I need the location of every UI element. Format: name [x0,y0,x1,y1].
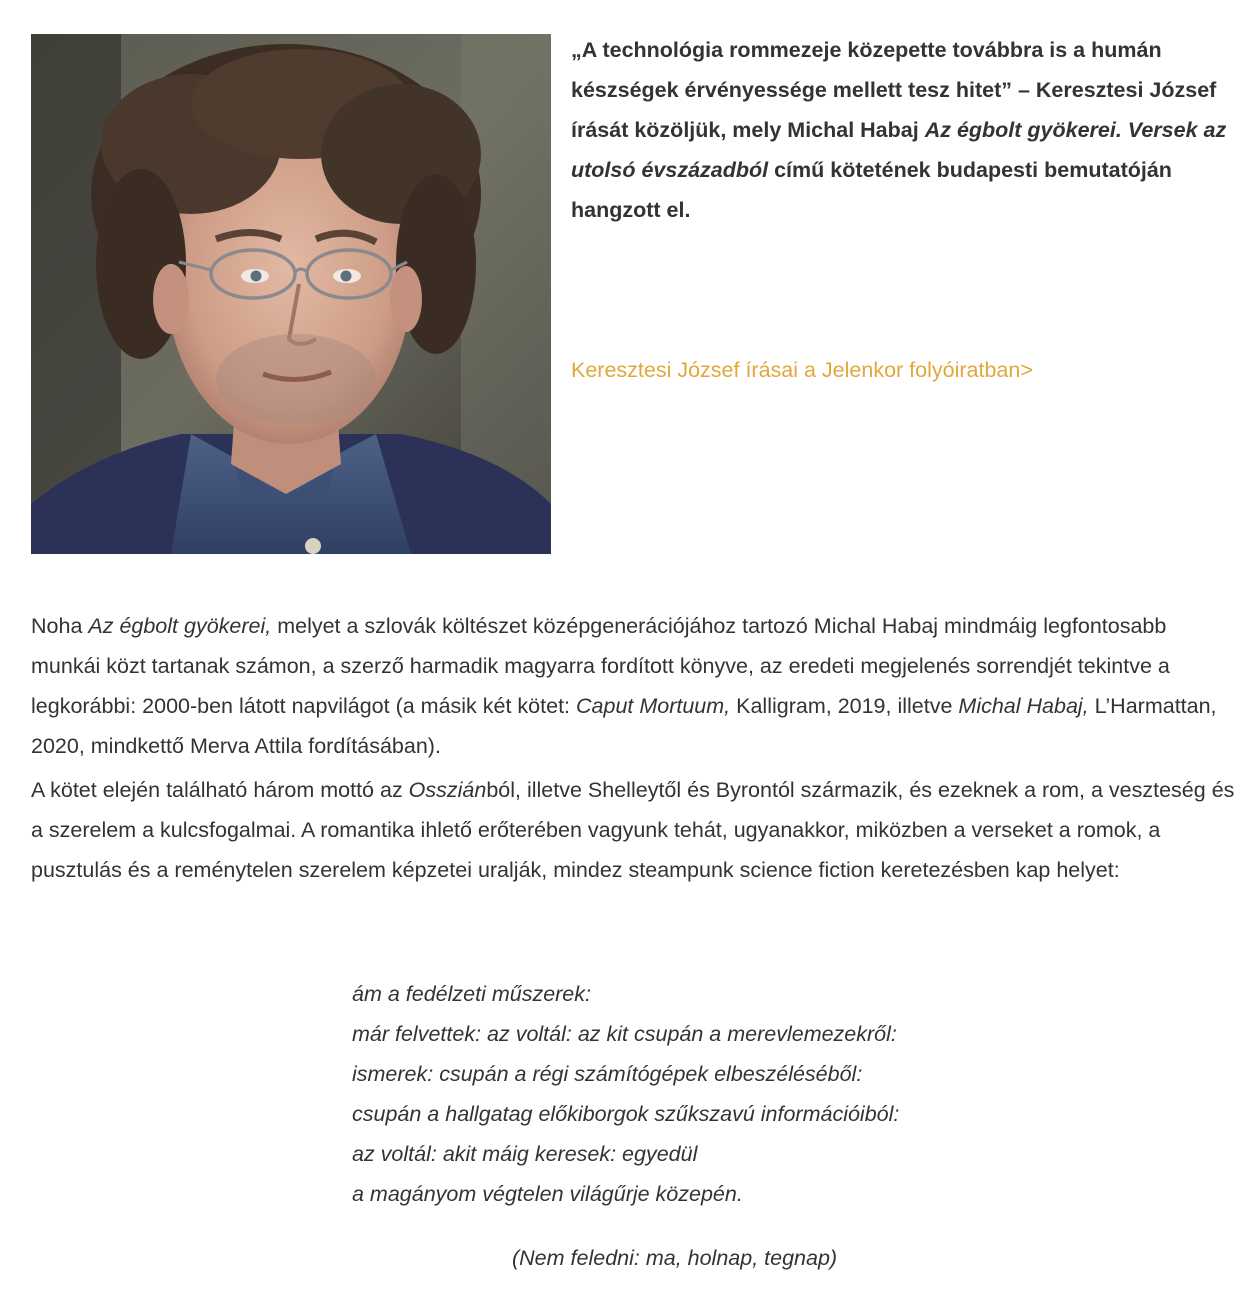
lead-text-2: című kötetének budapesti bemutatóján hangzott el. [571,158,1172,222]
poem-line: csupán a hallgatag előkiborgok szűkszavú információiból: [352,1102,900,1126]
paragraph-1 [31,606,1236,766]
poem-line: ám a fedélzeti műszerek: [352,982,591,1006]
poem-source: (Nem feledni: ma, holnap, tegnap) [512,1246,838,1270]
poem-line: ismerek: csupán a régi számítógépek elbeszéléséből: [352,1062,863,1086]
paragraph-2 [31,770,1236,890]
article-lead [571,30,1241,230]
book-title: Az égbolt gyökerei. Versek az utolsó évszázadból [571,118,1227,182]
poem-line: a magányom végtelen világűrje közepén. [352,1182,743,1206]
paragraph-1-text-1: Noha [31,614,89,638]
paragraph-1-italic-3: Michal Habaj, [958,694,1089,718]
paragraph-2-text-1: A kötet elején található három mottó az [31,778,409,802]
paragraph-2-italic-1: Osszián [408,778,487,802]
author-portrait-photo-icon [31,34,551,554]
paragraph-1-text-3: Kalligram, 2019, illetve [730,694,959,718]
paragraph-1-italic-1: Az égbolt gyökerei, [88,614,272,638]
poem-line: az voltál: akit máig keresek: egyedül [352,1142,698,1166]
poem-line: már felvettek: az voltál: az kit csupán a merevlemezekről: [352,1022,897,1046]
lead-text-1: „A technológia rommezeje közepette továbbra is a humán készségek érvényessége mellett tesz hitet” – Keresztesi József írását közöljük, mely Michal Habaj [571,38,1217,142]
paragraph-1-text-2: melyet a szlovák költészet középgenerációjához tartozó Michal Habaj mindmáig legfontosabb munkái közt tartanak számon, a szerző harmadik magyarra fordított könyve, az eredeti megjelenés sorrendjét tekintve a legkorábbi: 2000-ben látott napvilágot (a másik két kötet: [31,614,1170,718]
poem-quote [352,974,899,1214]
paragraph-1-italic-2: Caput Mortuum, [576,694,731,718]
paragraph-2-text-2: ból, illetve Shelleytől és Byrontól származik, és ezeknek a rom, a veszteség és a szerelem a kulcsfogalmai. A romantika ihlető erőterében vagyunk tehát, ugyanakkor, miközben a verseket a romok, a pusztulás és a reménytelen szerelem képzetei uralják, mindez steampunk science fiction keretezésben kap helyet: [31,778,1235,882]
paragraph-1-text-4: L’Harmattan, 2020, mindkettő Merva Attila fordításában). [31,694,1217,758]
author-photo [31,34,551,554]
author-articles-link[interactable]: Keresztesi József írásai a Jelenkor folyóiratban> [571,358,1033,382]
